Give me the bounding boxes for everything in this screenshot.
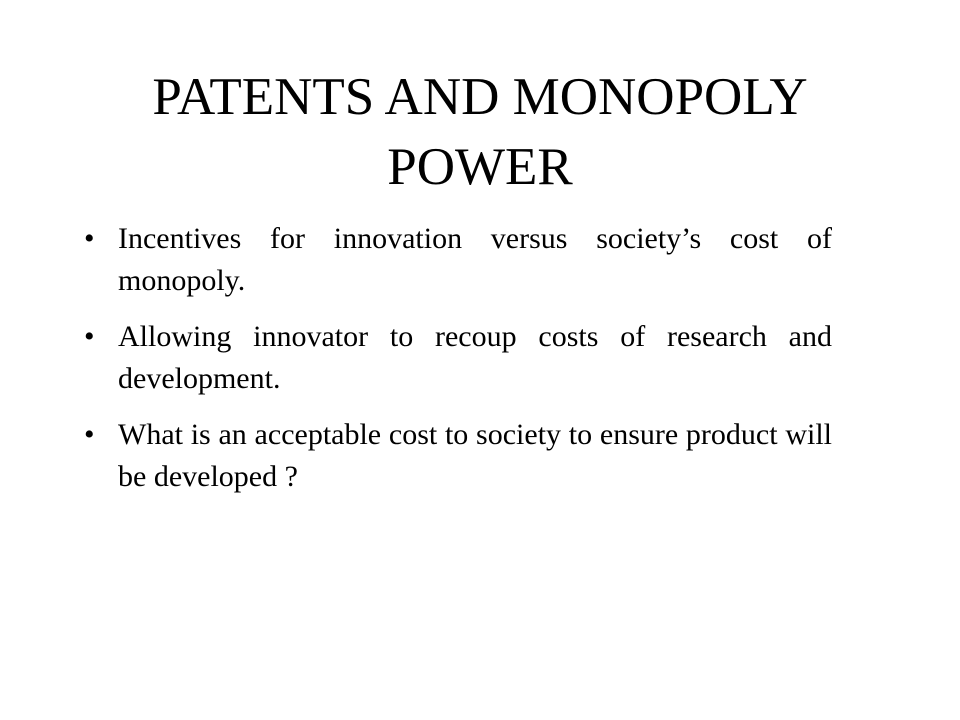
bullet-text: Allowing innovator to recoup costs of research and development.	[118, 320, 832, 395]
bullet-icon: •	[84, 222, 95, 255]
bullet-item-incentives	[72, 218, 832, 302]
bullet-list	[72, 218, 832, 512]
bullet-text: What is an acceptable cost to society to ensure product will be developed ?	[118, 418, 832, 493]
bullet-item-recoup-costs	[72, 316, 832, 400]
bullet-icon: •	[84, 320, 95, 353]
bullet-text: Incentives for innovation versus society’s cost of monopoly.	[118, 222, 832, 297]
bullet-icon: •	[84, 418, 95, 451]
bullet-item-acceptable-cost	[72, 414, 832, 498]
slide-title: PATENTS AND MONOPOLY POWER	[152, 68, 808, 196]
